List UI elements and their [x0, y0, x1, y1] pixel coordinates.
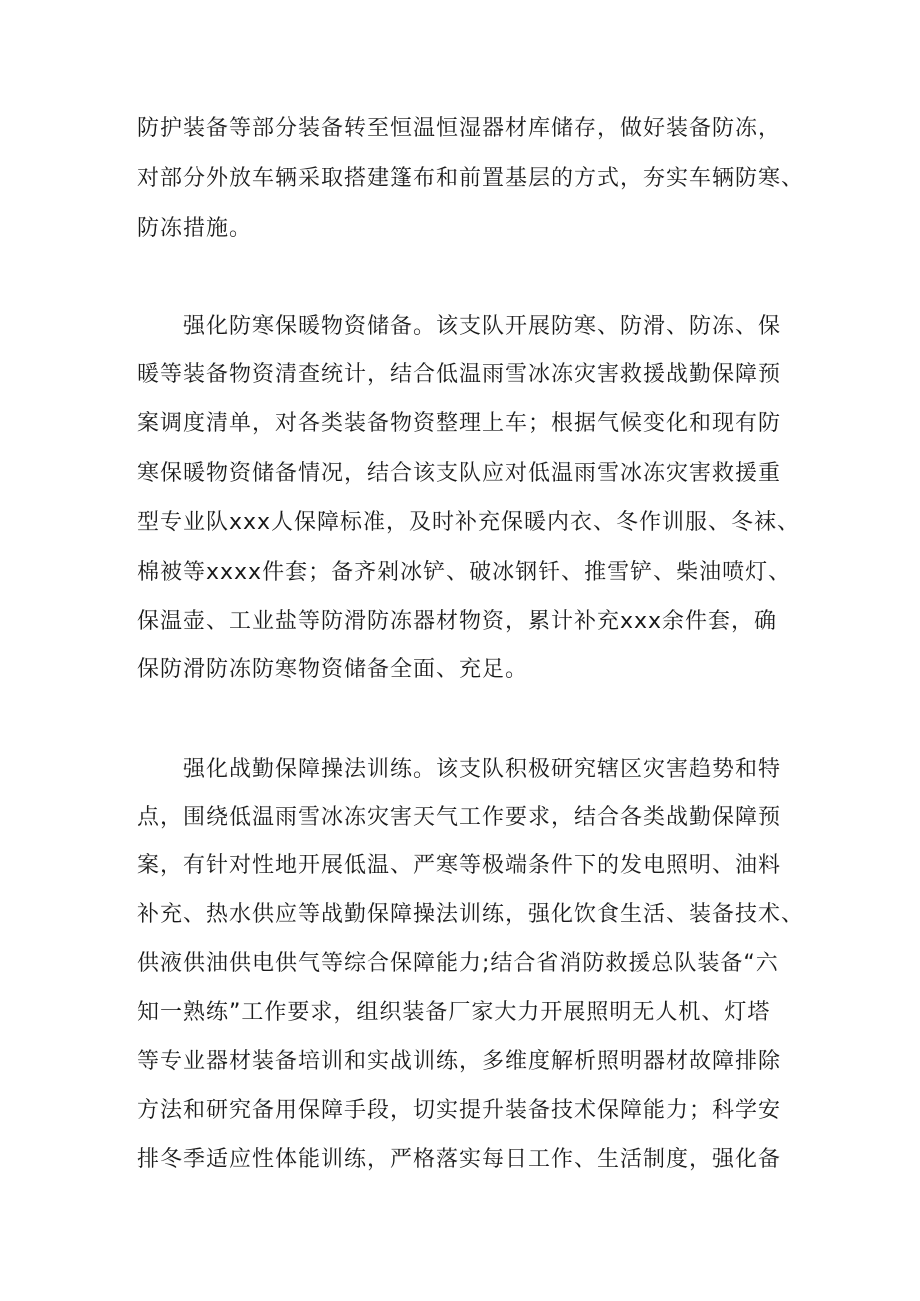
paragraph-3-line-8: 方法和研究备用保障手段，切实提升装备技术保障能力；科学安 [137, 1098, 782, 1123]
paragraph-2-line-8: 保防滑防冻防寒物资储备全面、充足。 [137, 657, 529, 682]
paragraph-3-line-3: 案，有针对性地开展低温、严寒等极端条件下的发电照明、油料 [137, 853, 782, 878]
paragraph-3-line-4: 补充、热水供应等战勤保障操法训练，强化饮食生活、装备技术、 [137, 902, 805, 927]
paragraph-2-line-5: 型专业队xxx人保障标准，及时补充保暖内衣、冬作训服、冬袜、 [137, 510, 801, 535]
paragraph-1-line-1: 防护装备等部分装备转至恒温恒湿器材库储存，做好装备防冻， [137, 116, 782, 141]
paragraph-3-line-6: 知一熟练”工作要求，组织装备厂家大力开展照明无人机、灯塔 [137, 1000, 771, 1025]
paragraph-2-line-1: 强化防寒保暖物资储备。该支队开展防寒、防滑、防冻、保 [183, 314, 782, 339]
paragraph-3-line-1: 强化战勤保障操法训练。该支队积极研究辖区灾害趋势和特 [183, 757, 782, 782]
paragraph-1-line-2: 对部分外放车辆采取搭建篷布和前置基层的方式，夯实车辆防寒、 [137, 166, 805, 191]
paragraph-3-line-7: 等专业器材装备培训和实战训练，多维度解析照明器材故障排除 [137, 1049, 782, 1074]
paragraph-2-line-6: 棉被等xxxx件套；备齐剁冰铲、破冰钢钎、推雪铲、柴油喷灯、 [137, 560, 792, 585]
paragraph-3-line-2: 点，围绕低温雨雪冰冻灾害天气工作要求，结合各类战勤保障预 [137, 805, 782, 830]
paragraph-2-line-3: 案调度清单，对各类装备物资整理上车；根据气候变化和现有防 [137, 411, 782, 436]
paragraph-1-line-3: 防冻措施。 [137, 216, 253, 241]
paragraph-3-line-9: 排冬季适应性体能训练，严格落实每日工作、生活制度，强化备 [137, 1147, 782, 1172]
paragraph-3-line-5: 供液供油供电供气等综合保障能力;结合省消防救援总队装备“六 [137, 951, 779, 976]
paragraph-2-line-2: 暖等装备物资清查统计，结合低温雨雪冰冻灾害救援战勤保障预 [137, 362, 782, 387]
paragraph-2-line-7: 保温壶、工业盐等防滑防冻器材物资，累计补充xxx余件套，确 [137, 609, 778, 634]
paragraph-2-line-4: 寒保暖物资储备情况，结合该支队应对低温雨雪冰冻灾害救援重 [137, 461, 782, 486]
